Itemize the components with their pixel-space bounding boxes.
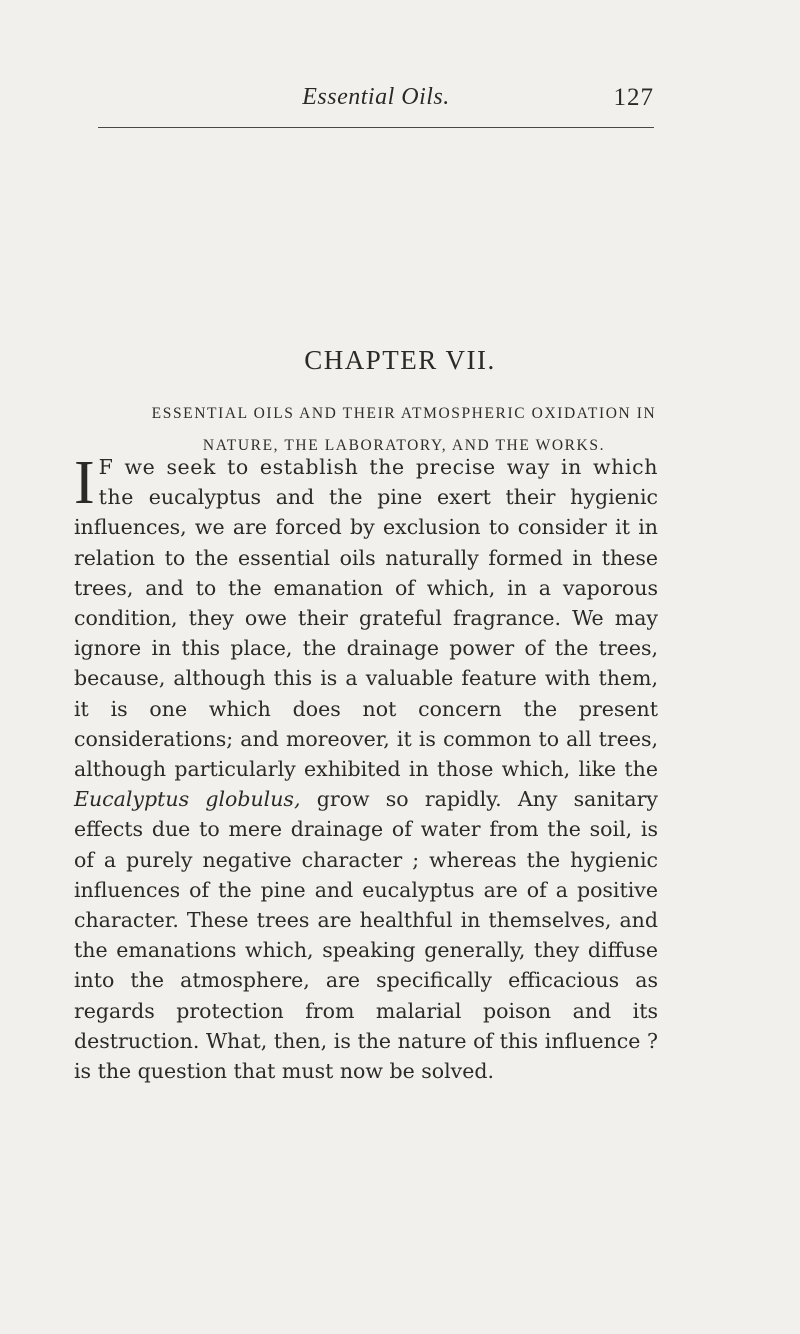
body-paragraph — [74, 449, 658, 1086]
body-text — [74, 449, 658, 1086]
drop-cap: I — [74, 449, 95, 517]
paragraph-text-part-1: eucalyptus and the pine exert their hygienic influences, we are forced by exclusion to consider it in relation to the essential oils naturally formed in these trees, and to the emanation of which, in a vaporous condition, they owe their grateful fragrance. We may ignore in this place, the drainage power of the trees, because, although this is a valuable feature with them, it is one which does not concern the present considerations; and moreover, it is common to all trees, although particularly exhibited in those which, like the — [74, 485, 658, 782]
running-head — [98, 84, 654, 114]
chapter-heading: CHAPTER VII. — [304, 345, 496, 375]
header-rule — [98, 127, 654, 128]
chapter-subtitle-line-2: NATURE, THE LABORATORY, AND THE WORKS. — [202, 437, 606, 454]
running-title: Essential Oils. — [302, 84, 450, 110]
chapter-subtitle-line-1: ESSENTIAL OILS AND THEIR ATMOSPHERIC OXIDATION IN — [151, 405, 657, 422]
paragraph-lead: F we seek to establish the precise way in which the — [98, 455, 658, 510]
paragraph-text-part-2: grow so rapidly. Any sanitary effects due to mere drainage of water from the soil, is of a purely negative character ; whereas the hygienic influences of the pine and eucalyptus are of a positive character. These trees are healthful in themselves, and the emanations which, speaking generally, they diffuse into the atmosphere, are specifically efficacious as regards protection from malarial poison and its destruction. What, then, is the nature of this influence ? is the question that must now be solved. — [74, 787, 658, 1084]
species-name: Eucalyptus globulus, — [74, 787, 301, 812]
page-number: 127 — [613, 84, 654, 111]
